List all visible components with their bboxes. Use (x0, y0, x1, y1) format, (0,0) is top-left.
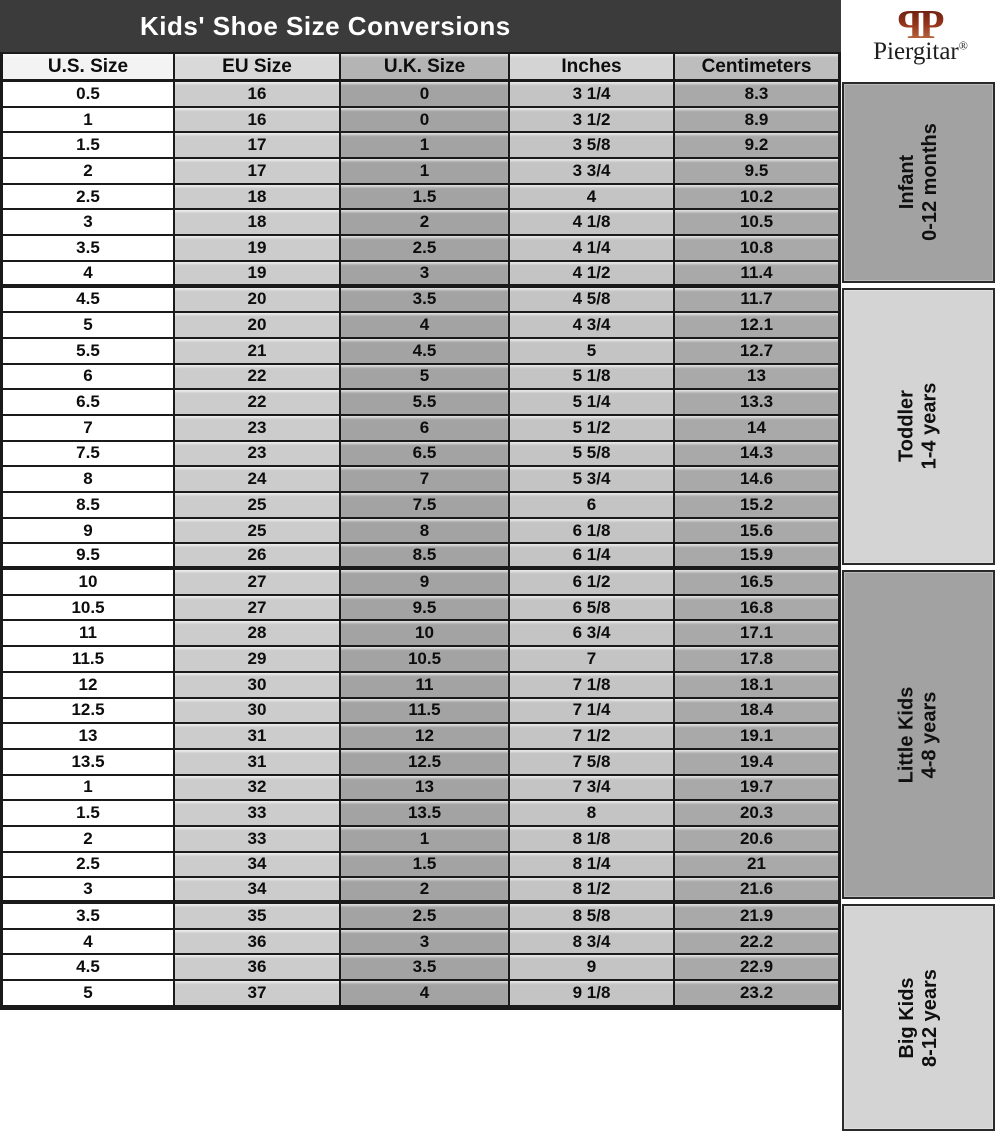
table-cell: 17 (173, 133, 339, 159)
table-row (3, 493, 838, 519)
age-group-block (842, 82, 995, 283)
header-cell: U.S. Size (3, 54, 173, 82)
table-cell: 12.7 (673, 339, 838, 365)
size-conversion-table (0, 52, 841, 1010)
table-cell: 23 (173, 416, 339, 442)
age-group-range: 1-4 years (918, 383, 941, 470)
title-bar (0, 0, 841, 52)
table-cell: 2 (3, 827, 173, 853)
age-group-label (896, 383, 942, 470)
table-cell: 9.5 (673, 159, 838, 185)
table-cell: 1 (339, 133, 508, 159)
table-row (3, 210, 838, 236)
age-group-name: Infant (895, 155, 918, 210)
table-cell: 7 3/4 (508, 776, 673, 802)
table-cell: 8 (339, 519, 508, 545)
table-cell: 4 (339, 313, 508, 339)
table-cell: 4 (339, 981, 508, 1007)
table-row (3, 339, 838, 365)
table-cell: 22 (173, 390, 339, 416)
table-row (3, 519, 838, 545)
table-row (3, 930, 838, 956)
table-cell: 20.6 (673, 827, 838, 853)
table-cell: 37 (173, 981, 339, 1007)
table-cell: 13 (3, 724, 173, 750)
table-cell: 9.5 (339, 596, 508, 622)
table-cell: 34 (173, 878, 339, 904)
table-cell: 5 1/8 (508, 365, 673, 391)
page-title: Kids' Shoe Size Conversions (140, 10, 511, 41)
table-cell: 10 (339, 621, 508, 647)
table-row (3, 801, 838, 827)
table-cell: 2 (3, 159, 173, 185)
table-cell: 27 (173, 570, 339, 596)
table-cell: 10.5 (3, 596, 173, 622)
table-cell: 15.6 (673, 519, 838, 545)
age-group-range: 8-12 years (918, 968, 941, 1067)
table-cell: 2 (339, 878, 508, 904)
table-cell: 25 (173, 493, 339, 519)
age-group-name: Toddler (895, 390, 918, 463)
table-cell: 5.5 (3, 339, 173, 365)
registered-mark: ® (958, 38, 968, 53)
table-cell: 14.3 (673, 442, 838, 468)
table-cell: 0 (339, 108, 508, 134)
table-cell: 5 (339, 365, 508, 391)
table-cell: 9.5 (3, 544, 173, 570)
table-cell: 31 (173, 750, 339, 776)
svg-text:P: P (896, 1, 923, 48)
table-row (3, 724, 838, 750)
table-cell: 3.5 (339, 955, 508, 981)
table-cell: 4 (508, 185, 673, 211)
table-cell: 9 (3, 519, 173, 545)
table-cell: 12.5 (3, 699, 173, 725)
table-cell: 8 (508, 801, 673, 827)
table-row (3, 416, 838, 442)
table-cell: 3.5 (339, 288, 508, 314)
table-cell: 12.5 (339, 750, 508, 776)
table-cell: 7 5/8 (508, 750, 673, 776)
table-cell: 2.5 (3, 185, 173, 211)
table-cell: 1 (339, 827, 508, 853)
table-cell: 7.5 (3, 442, 173, 468)
table-cell: 19.7 (673, 776, 838, 802)
table-cell: 2.5 (339, 236, 508, 262)
age-group-range: 0-12 months (918, 123, 941, 242)
table-cell: 4 3/4 (508, 313, 673, 339)
table-body (3, 82, 838, 1007)
table-cell: 12 (339, 724, 508, 750)
table-row (3, 699, 838, 725)
table-row (3, 82, 838, 108)
table-cell: 3 (339, 930, 508, 956)
age-group-label (896, 123, 942, 241)
table-cell: 3 1/4 (508, 82, 673, 108)
table-cell: 18 (173, 185, 339, 211)
table-cell: 23 (173, 442, 339, 468)
header-cell: Centimeters (673, 54, 838, 82)
table-cell: 11.5 (339, 699, 508, 725)
age-group-name: Big Kids (895, 976, 918, 1059)
table-cell: 5.5 (339, 390, 508, 416)
table-cell: 33 (173, 827, 339, 853)
table-row (3, 236, 838, 262)
table-row (3, 467, 838, 493)
table-cell: 4 5/8 (508, 288, 673, 314)
table-cell: 1.5 (3, 133, 173, 159)
table-cell: 10.2 (673, 185, 838, 211)
table-cell: 17 (173, 159, 339, 185)
table-row (3, 262, 838, 288)
brand-name-text: Piergitar (873, 38, 959, 65)
table-row (3, 596, 838, 622)
table-cell: 4 1/4 (508, 236, 673, 262)
table-cell: 23.2 (673, 981, 838, 1007)
table-cell: 7 (339, 467, 508, 493)
table-cell: 5 5/8 (508, 442, 673, 468)
table-cell: 16.8 (673, 596, 838, 622)
table-row (3, 570, 838, 596)
table-cell: 6 3/4 (508, 621, 673, 647)
table-row (3, 647, 838, 673)
table-cell: 13.5 (339, 801, 508, 827)
table-row (3, 776, 838, 802)
table-row (3, 159, 838, 185)
table-cell: 3.5 (3, 904, 173, 930)
table-cell: 8 (3, 467, 173, 493)
table-cell: 11.7 (673, 288, 838, 314)
table-cell: 11 (3, 621, 173, 647)
table-cell: 21.9 (673, 904, 838, 930)
table-cell: 3 (3, 210, 173, 236)
table-cell: 22.2 (673, 930, 838, 956)
table-cell: 1.5 (3, 801, 173, 827)
table-cell: 13 (339, 776, 508, 802)
table-row (3, 185, 838, 211)
table-cell: 8 1/2 (508, 878, 673, 904)
table-cell: 30 (173, 699, 339, 725)
table-cell: 5 (508, 339, 673, 365)
table-cell: 21 (673, 853, 838, 879)
table-cell: 6 1/8 (508, 519, 673, 545)
table-cell: 7 (3, 416, 173, 442)
table-cell: 0 (339, 82, 508, 108)
table-cell: 7 (508, 647, 673, 673)
table-row (3, 904, 838, 930)
table-cell: 11.5 (3, 647, 173, 673)
table-cell: 16 (173, 82, 339, 108)
table-row (3, 108, 838, 134)
table-row (3, 288, 838, 314)
table-cell: 20 (173, 288, 339, 314)
table-cell: 5 (3, 981, 173, 1007)
table-cell: 6 (339, 416, 508, 442)
table-cell: 9 (508, 955, 673, 981)
table-cell: 7.5 (339, 493, 508, 519)
age-group-range: 4-8 years (918, 691, 941, 779)
table-cell: 18 (173, 210, 339, 236)
age-group-name: Little Kids (895, 686, 918, 784)
table-cell: 31 (173, 724, 339, 750)
header-cell: EU Size (173, 54, 339, 82)
table-cell: 27 (173, 596, 339, 622)
table-cell: 4.5 (3, 288, 173, 314)
table-row (3, 750, 838, 776)
age-group-block (842, 904, 995, 1130)
table-cell: 2 (339, 210, 508, 236)
table-cell: 10.5 (339, 647, 508, 673)
table-cell: 8 3/4 (508, 930, 673, 956)
table-cell: 1 (3, 776, 173, 802)
table-cell: 28 (173, 621, 339, 647)
table-cell: 10 (3, 570, 173, 596)
age-group-block (842, 570, 995, 899)
table-row (3, 621, 838, 647)
table-cell: 20 (173, 313, 339, 339)
table-cell: 3 3/4 (508, 159, 673, 185)
table-row (3, 878, 838, 904)
table-cell: 18.1 (673, 673, 838, 699)
table-cell: 18.4 (673, 699, 838, 725)
table-cell: 36 (173, 930, 339, 956)
table-cell: 10.5 (673, 210, 838, 236)
table-cell: 17.1 (673, 621, 838, 647)
table-cell: 8 1/8 (508, 827, 673, 853)
table-row (3, 827, 838, 853)
header-cell: U.K. Size (339, 54, 508, 82)
table-row (3, 853, 838, 879)
table-cell: 14 (673, 416, 838, 442)
table-cell: 1 (3, 108, 173, 134)
table-cell: 11.4 (673, 262, 838, 288)
table-cell: 30 (173, 673, 339, 699)
table-cell: 6 (508, 493, 673, 519)
table-cell: 8.5 (339, 544, 508, 570)
table-cell: 29 (173, 647, 339, 673)
table-row (3, 442, 838, 468)
table-cell: 13.3 (673, 390, 838, 416)
table-cell: 6 (3, 365, 173, 391)
table-cell: 16 (173, 108, 339, 134)
table-cell: 9 1/8 (508, 981, 673, 1007)
table-cell: 19.1 (673, 724, 838, 750)
table-cell: 17.8 (673, 647, 838, 673)
table-row (3, 955, 838, 981)
table-cell: 4.5 (339, 339, 508, 365)
table-cell: 1 (339, 159, 508, 185)
table-cell: 6.5 (339, 442, 508, 468)
table-cell: 3 1/2 (508, 108, 673, 134)
table-cell: 5 3/4 (508, 467, 673, 493)
table-cell: 9 (339, 570, 508, 596)
table-cell: 4 1/2 (508, 262, 673, 288)
header-cell: Inches (508, 54, 673, 82)
table-cell: 3 (3, 878, 173, 904)
table-row (3, 365, 838, 391)
table-cell: 34 (173, 853, 339, 879)
table-cell: 15.2 (673, 493, 838, 519)
table-row (3, 981, 838, 1007)
table-cell: 6 1/2 (508, 570, 673, 596)
age-group-label (895, 687, 941, 784)
table-cell: 26 (173, 544, 339, 570)
table-cell: 5 1/2 (508, 416, 673, 442)
table-cell: 7 1/2 (508, 724, 673, 750)
table-cell: 12 (3, 673, 173, 699)
table-row (3, 390, 838, 416)
table-row (3, 544, 838, 570)
table-cell: 19.4 (673, 750, 838, 776)
table-cell: 6.5 (3, 390, 173, 416)
table-row (3, 133, 838, 159)
table-row (3, 673, 838, 699)
table-cell: 21.6 (673, 878, 838, 904)
table-cell: 13.5 (3, 750, 173, 776)
table-cell: 19 (173, 236, 339, 262)
table-cell: 12.1 (673, 313, 838, 339)
table-cell: 6 1/4 (508, 544, 673, 570)
table-cell: 24 (173, 467, 339, 493)
table-cell: 21 (173, 339, 339, 365)
table-cell: 11 (339, 673, 508, 699)
table-cell: 5 (3, 313, 173, 339)
brand-name (873, 38, 968, 66)
table-cell: 8.5 (3, 493, 173, 519)
table-cell: 1.5 (339, 185, 508, 211)
table-cell: 8.3 (673, 82, 838, 108)
table-cell: 20.3 (673, 801, 838, 827)
table-cell: 1.5 (339, 853, 508, 879)
table-cell: 13 (673, 365, 838, 391)
table-cell: 4 (3, 262, 173, 288)
age-group-block (842, 288, 995, 566)
table-cell: 15.9 (673, 544, 838, 570)
table-cell: 22.9 (673, 955, 838, 981)
table-cell: 32 (173, 776, 339, 802)
table-cell: 2.5 (3, 853, 173, 879)
table-cell: 3 (339, 262, 508, 288)
table-cell: 33 (173, 801, 339, 827)
table-cell: 6 5/8 (508, 596, 673, 622)
table-cell: 9.2 (673, 133, 838, 159)
table-cell: 4 1/8 (508, 210, 673, 236)
table-cell: 25 (173, 519, 339, 545)
table-cell: 14.6 (673, 467, 838, 493)
table-cell: 8.9 (673, 108, 838, 134)
table-cell: 8 1/4 (508, 853, 673, 879)
table-cell: 4.5 (3, 955, 173, 981)
table-cell: 10.8 (673, 236, 838, 262)
table-cell: 16.5 (673, 570, 838, 596)
table-cell: 4 (3, 930, 173, 956)
table-header-row (3, 54, 838, 82)
table-row (3, 313, 838, 339)
age-group-label (896, 969, 942, 1067)
table-cell: 0.5 (3, 82, 173, 108)
svg-text:P: P (918, 1, 945, 48)
table-cell: 3 5/8 (508, 133, 673, 159)
table-cell: 7 1/4 (508, 699, 673, 725)
table-cell: 5 1/4 (508, 390, 673, 416)
table-cell: 35 (173, 904, 339, 930)
brand-area (841, 0, 1000, 80)
table-cell: 36 (173, 955, 339, 981)
table-cell: 3.5 (3, 236, 173, 262)
table-cell: 2.5 (339, 904, 508, 930)
table-cell: 7 1/8 (508, 673, 673, 699)
table-cell: 19 (173, 262, 339, 288)
table-cell: 8 5/8 (508, 904, 673, 930)
table-cell: 22 (173, 365, 339, 391)
